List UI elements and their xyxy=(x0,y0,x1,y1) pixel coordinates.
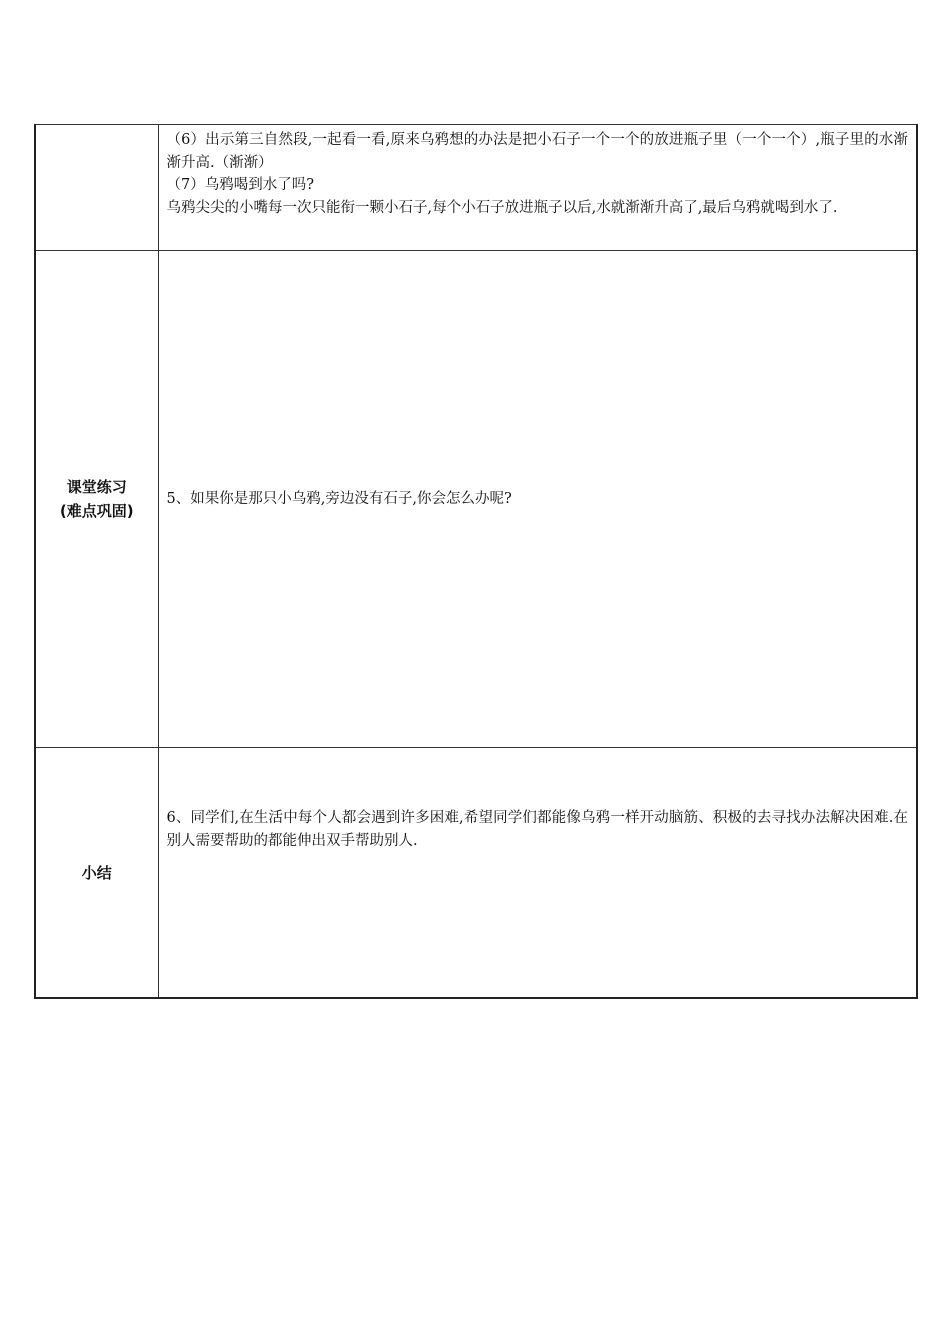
row-label-cell xyxy=(35,251,158,748)
content-paragraph: 5、如果你是那只小乌鸦,旁边没有石子,你会怎么办呢? xyxy=(166,490,512,507)
content-paragraph: 6、同学们,在生活中每个人都会遇到许多困难,希望同学们都能像乌鸦一样开动脑筋、积极的去寻找办法解决困难.在别人需要帮助的都能伸出双手帮助别人. xyxy=(166,810,908,849)
table-row xyxy=(35,125,917,251)
content-paragraph: （6）出示第三自然段,一起看一看,原来乌鸦想的办法是把小石子一个一个的放进瓶子里（一个一个）,瓶子里的水渐渐升高.（渐渐） xyxy=(166,132,908,171)
content-paragraph: 乌鸦尖尖的小嘴每一次只能衔一颗小石子,每个小石子放进瓶子以后,水就渐渐升高了,最后乌鸦就喝到水了. xyxy=(166,199,838,216)
table-row xyxy=(35,251,917,748)
row-label-line: (难点巩固) xyxy=(59,502,134,520)
row-label-cell xyxy=(35,748,158,999)
row-label-line: 小结 xyxy=(81,863,112,882)
row-content-cell xyxy=(158,251,917,748)
row-content-cell xyxy=(158,125,917,251)
table-row xyxy=(35,748,917,999)
content-paragraph: （7）乌鸦喝到水了吗? xyxy=(166,177,314,193)
row-content-cell xyxy=(158,748,917,999)
row-label-line: 课堂练习 xyxy=(66,478,127,496)
row-label-cell xyxy=(35,125,158,251)
lesson-plan-table xyxy=(34,124,918,999)
